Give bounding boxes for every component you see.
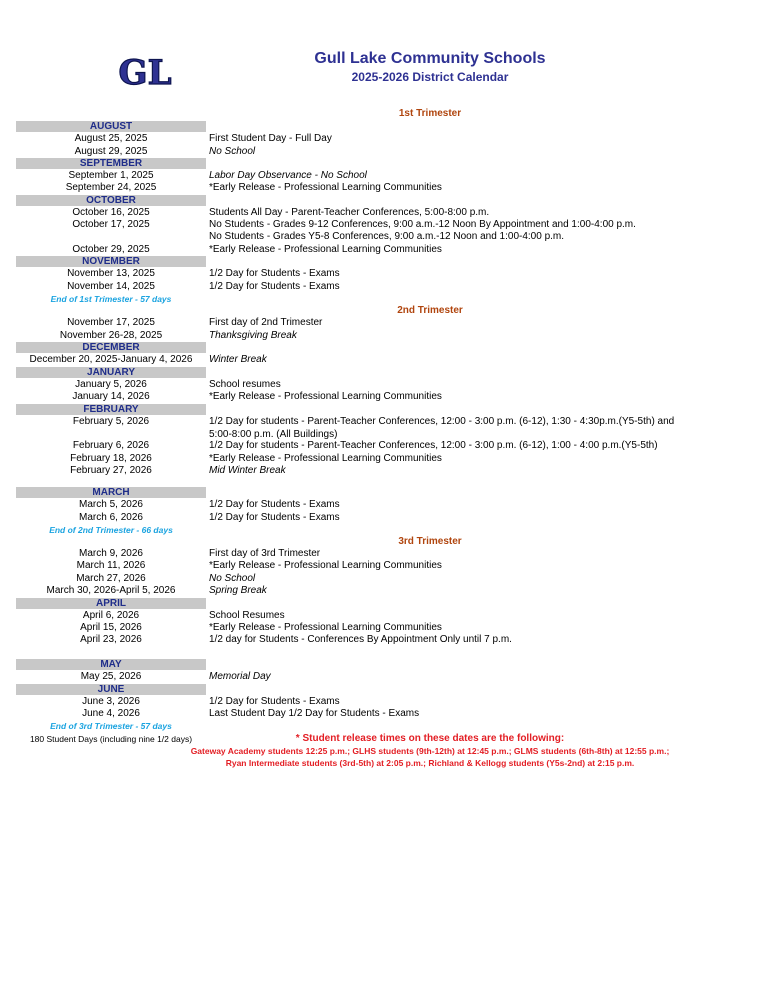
release-times-heading: * Student release times on these dates are the following: <box>295 733 565 744</box>
month-header-january: JANUARY <box>16 367 206 378</box>
month-header-december: DECEMBER <box>16 342 206 353</box>
school-logo <box>118 50 172 94</box>
event-date: October 16, 2025 <box>72 207 150 218</box>
calendar-row <box>16 440 696 452</box>
event-date: June 3, 2026 <box>82 696 140 707</box>
trimester-end-note-1: End of 1st Trimester - 57 days <box>50 294 172 304</box>
event-description: Students All Day - Parent-Teacher Conferences, 5:00-8:00 p.m. <box>209 207 490 218</box>
event-date: March 30, 2026-April 5, 2026 <box>46 585 176 596</box>
event-description: 1/2 Day for Students - Exams <box>209 499 340 510</box>
calendar-row <box>16 585 696 597</box>
calendar-row <box>16 207 696 219</box>
calendar-row <box>16 453 696 465</box>
event-date: September 1, 2025 <box>68 170 154 181</box>
calendar-row <box>16 268 696 280</box>
event-date: January 14, 2026 <box>72 391 150 402</box>
calendar-row <box>16 244 696 256</box>
page-subtitle: 2025-2026 District Calendar <box>351 70 509 84</box>
event-date: February 27, 2026 <box>70 465 152 476</box>
calendar-row <box>16 146 696 158</box>
event-date: February 5, 2026 <box>72 416 150 427</box>
calendar-row <box>16 622 696 634</box>
event-description: *Early Release - Professional Learning Communities <box>209 560 442 571</box>
event-description: No Students - Grades Y5-8 Conferences, 9:00 a.m.-12 Noon and 1:00-4:00 p.m. <box>209 231 565 242</box>
calendar-row <box>16 708 696 720</box>
page-title: Gull Lake Community Schools <box>314 50 546 67</box>
event-date: December 20, 2025-January 4, 2026 <box>29 354 193 365</box>
event-description: 1/2 Day for Students - Exams <box>209 512 340 523</box>
calendar-row <box>16 696 696 708</box>
event-description: 1/2 Day for Students - Exams <box>209 696 340 707</box>
event-description: *Early Release - Professional Learning Communities <box>209 244 442 255</box>
event-date: May 25, 2026 <box>80 671 142 682</box>
event-date: August 25, 2025 <box>74 133 148 144</box>
logo-lettering: GL <box>118 53 172 93</box>
event-description: School Resumes <box>209 610 285 621</box>
calendar-row <box>16 610 696 622</box>
calendar-row <box>16 548 696 560</box>
event-date: January 5, 2026 <box>75 379 147 390</box>
event-description: 1/2 Day for students - Parent-Teacher Conferences, 12:00 - 3:00 p.m. (6-12), 1:00 - 4:00 p.m.(Y5-5th) <box>209 440 658 451</box>
calendar-row <box>16 231 696 243</box>
month-header-september: SEPTEMBER <box>16 158 206 169</box>
event-description: Spring Break <box>209 585 267 596</box>
month-header-august: AUGUST <box>16 121 206 132</box>
event-description: Labor Day Observance - No School <box>209 170 367 181</box>
trimester-heading-2: 2nd Trimester <box>397 305 463 316</box>
month-header-november: NOVEMBER <box>16 256 206 267</box>
calendar-row <box>16 391 696 403</box>
event-description: *Early Release - Professional Learning Communities <box>209 453 442 464</box>
event-date: March 5, 2026 <box>79 499 143 510</box>
calendar-row <box>16 512 696 524</box>
month-header-april: APRIL <box>16 598 206 609</box>
calendar-row <box>16 354 696 366</box>
event-description: 1/2 Day for Students - Exams <box>209 268 340 279</box>
event-date: November 26-28, 2025 <box>59 330 163 341</box>
calendar-row <box>16 170 696 182</box>
calendar-row <box>16 573 696 585</box>
event-date: March 9, 2026 <box>79 548 143 559</box>
calendar-row <box>16 416 696 441</box>
calendar-row <box>16 317 696 329</box>
event-description: Winter Break <box>209 354 267 365</box>
calendar-row <box>16 671 696 683</box>
calendar-row <box>16 219 696 231</box>
event-date: March 11, 2026 <box>76 560 146 571</box>
event-date: June 4, 2026 <box>82 708 140 719</box>
event-date: February 18, 2026 <box>70 453 152 464</box>
month-header-october: OCTOBER <box>16 195 206 206</box>
event-description: Thanksgiving Break <box>209 330 297 341</box>
event-description: Last Student Day 1/2 Day for Students - Exams <box>209 708 420 719</box>
event-date: September 24, 2025 <box>65 182 157 193</box>
event-description: Memorial Day <box>209 671 271 682</box>
trimester-end-note-3: End of 3rd Trimester - 57 days <box>50 721 172 731</box>
event-date: November 17, 2025 <box>67 317 155 328</box>
event-date: April 23, 2026 <box>80 634 142 645</box>
event-date: November 14, 2025 <box>67 281 155 292</box>
calendar-row <box>16 182 696 194</box>
calendar-row <box>16 379 696 391</box>
event-description: *Early Release - Professional Learning Communities <box>209 391 442 402</box>
calendar-row <box>16 133 696 145</box>
event-description: Mid Winter Break <box>209 465 286 476</box>
event-description: First Student Day - Full Day <box>209 133 332 144</box>
month-header-june: JUNE <box>16 684 206 695</box>
month-header-march: MARCH <box>16 487 206 498</box>
month-header-may: MAY <box>16 659 206 670</box>
event-date: February 6, 2026 <box>72 440 150 451</box>
event-description: *Early Release - Professional Learning Communities <box>209 622 442 633</box>
event-date: April 15, 2026 <box>80 622 142 633</box>
event-description: No School <box>209 146 256 157</box>
release-times-line-1: Gateway Academy students 12:25 p.m.; GLHS students (9th-12th) at 12:45 p.m.; GLMS students (6th-8th) at 12:55 p.m.; <box>190 746 670 756</box>
calendar-row <box>16 560 696 572</box>
event-description: 1/2 Day for Students - Exams <box>209 281 340 292</box>
event-description: *Early Release - Professional Learning Communities <box>209 182 442 193</box>
event-date: October 29, 2025 <box>72 244 150 255</box>
event-date: October 17, 2025 <box>72 219 150 230</box>
release-times-line-2: Ryan Intermediate students (3rd-5th) at 2:05 p.m.; Richland & Kellogg students (Y5s-2nd) at 2:15 p.m. <box>225 758 635 768</box>
event-description: First day of 2nd Trimester <box>209 317 323 328</box>
calendar-row <box>16 465 696 477</box>
calendar-row <box>16 499 696 511</box>
month-header-february: FEBRUARY <box>16 404 206 415</box>
trimester-end-note-2: End of 2nd Trimester - 66 days <box>49 525 173 535</box>
trimester-heading-3: 3rd Trimester <box>398 536 462 547</box>
trimester-heading-1: 1st Trimester <box>398 108 462 119</box>
calendar-row <box>16 330 696 342</box>
event-date: November 13, 2025 <box>67 268 155 279</box>
event-date: March 27, 2026 <box>76 573 146 584</box>
event-description: No School <box>209 573 256 584</box>
event-description: School resumes <box>209 379 281 390</box>
calendar-row <box>16 281 696 293</box>
event-description: 1/2 Day for students - Parent-Teacher Conferences, 12:00 - 3:00 p.m. (6-12), 1:30 - 4:30p.m.(Y5-5th) and 5:00-8:00 p.m. (All Buildings) <box>209 416 675 440</box>
event-date: August 29, 2025 <box>74 146 148 157</box>
event-date: April 6, 2026 <box>82 610 140 621</box>
calendar-row <box>16 634 696 646</box>
event-description: 1/2 day for Students - Conferences By Appointment Only until 7 p.m. <box>209 634 512 645</box>
event-date: March 6, 2026 <box>79 512 143 523</box>
student-days-note: 180 Student Days (including nine 1/2 days) <box>29 734 193 744</box>
event-description: No Students - Grades 9-12 Conferences, 9:00 a.m.-12 Noon By Appointment and 1:00-4:00 p.m. <box>209 219 636 230</box>
event-description: First day of 3rd Trimester <box>209 548 321 559</box>
